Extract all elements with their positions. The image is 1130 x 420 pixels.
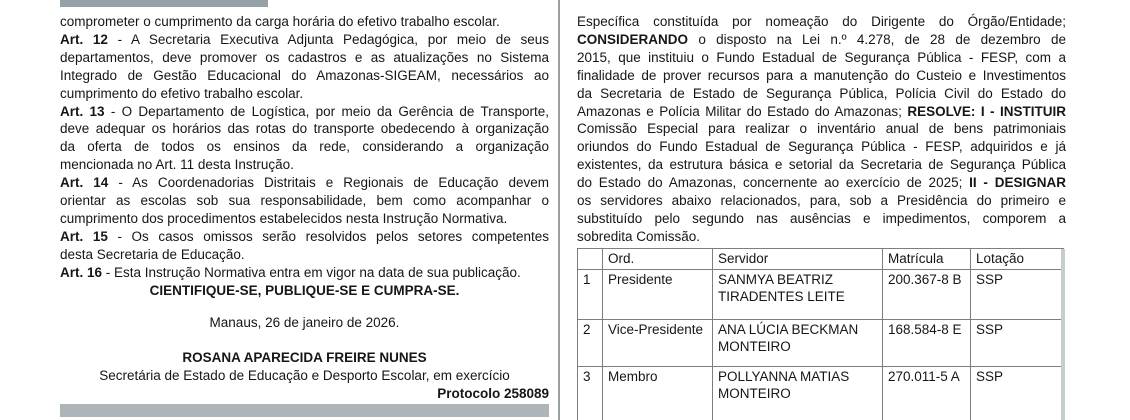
spacer — [60, 300, 549, 314]
table-cell-matricula: 270.011-5 A — [883, 366, 971, 420]
proclamation-line: CIENTIFIQUE-SE, PUBLIQUE-SE E CUMPRA-SE. — [149, 282, 460, 298]
left-body-line: Integrado de Gestão Educacional do Amazonas-SIGEAM, necessários ao — [60, 67, 549, 83]
table-row — [578, 366, 1064, 420]
right-body-line: do Estado do Amazonas, concernente ao exercício de 2025; II - DESIGNAR — [577, 175, 1066, 191]
table-header-row — [578, 248, 1064, 269]
table-cell-lotacao: SSP — [971, 319, 1064, 366]
column-divider — [558, 0, 560, 420]
bottom-redaction-bar — [60, 404, 549, 417]
left-body-line: Art. 14 - As Coordenadorias Distritais e Regionais de Educação devem — [60, 175, 549, 191]
protocol-number: Protocolo 258089 — [437, 386, 549, 402]
table-row — [578, 319, 1064, 366]
right-body-line: sobredita Comissão. — [577, 228, 701, 244]
left-body-line: Art. 16 - Esta Instrução Normativa entra em vigor na data de sua publicação. — [60, 264, 521, 280]
right-body-line: existentes, da estrutura básica e setorial da Secretaria de Segurança Pública — [577, 157, 1066, 173]
spacer — [60, 331, 549, 349]
left-body-line: mencionada no Art. 11 desta Instrução. — [60, 157, 294, 173]
left-body-line: Art. 15 - Os casos omissos serão resolvidos pelos setores competentes — [60, 228, 549, 244]
table-cell-lotacao: SSP — [971, 366, 1064, 420]
left-body-line: Art. 13 - O Departamento de Logística, por meio da Gerência de Transporte, — [60, 103, 549, 119]
commission-table — [577, 248, 1064, 420]
table-cell-matricula: 200.367-8 B — [883, 269, 971, 319]
right-body-line: 2015, que instituiu o Fundo Estadual de Segurança Pública - FESP, com a — [577, 49, 1066, 65]
right-column — [577, 13, 1066, 420]
table-cell-lotacao: SSP — [971, 269, 1064, 319]
table-header-cell: Ord. — [603, 248, 713, 269]
left-body-line: Art. 12 - A Secretaria Executiva Adjunta Pedagógica, por meio de seus — [60, 31, 549, 47]
right-body-line: Específica constituída por nomeação do Dirigente do Órgão/Entidade; — [577, 14, 1066, 29]
signature-name: ROSANA APARECIDA FREIRE NUNES — [182, 350, 427, 366]
left-body-line: desta Secretaria de Educação. — [60, 246, 245, 262]
left-column-body — [60, 13, 549, 282]
table-right-edge-bar — [1061, 249, 1065, 420]
date-line: Manaus, 26 de janeiro de 2026. — [209, 314, 400, 330]
right-body-line: finalidade de prover recursos para a manutenção do Custeio e Investimentos — [577, 67, 1066, 83]
right-body-line: os servidores abaixo relacionados, para, sob a Presidência do primeiro e — [577, 193, 1066, 209]
right-body-line: oriundos do Fundo Estadual de Segurança Pública - FESP, adquiridos e já — [577, 139, 1066, 155]
right-body-line: CONSIDERANDO o disposto na Lei n.º 4.278, de 28 de dezembro de — [577, 31, 1066, 47]
signature-title: Secretária de Estado de Educação e Desporto Escolar, em exercício — [99, 368, 510, 384]
table-cell-ord: Vice-Presidente — [603, 319, 713, 366]
table-header-cell: Matrícula — [883, 248, 971, 269]
table-header-cell: Lotação — [971, 248, 1064, 269]
left-body-line: departamentos, deve promover os cadastros e as atualizações no Sistema — [60, 49, 549, 65]
right-body-line: da Secretaria de Estado de Segurança Pública, Polícia Civil do Estado do — [577, 85, 1066, 101]
left-body-line: cumprimento dos procedimentos estabelecidos nesta Instrução Normativa. — [60, 210, 508, 226]
table-cell-num: 1 — [578, 269, 603, 319]
table-cell-servidor: ANA LÚCIA BECKMAN MONTEIRO — [713, 319, 883, 366]
table-row — [578, 269, 1064, 319]
table-cell-ord: Membro — [603, 366, 713, 420]
left-body-line: cumprimento do efetivo trabalho escolar. — [60, 85, 304, 101]
top-redaction-bar — [60, 0, 268, 7]
right-column-body — [577, 13, 1066, 246]
left-body-line: orientar as escolas sob sua responsabilidade, bem como acompanhar o — [60, 193, 549, 209]
right-body-line: Comissão Especial para realizar o inventário anual de bens patrimoniais — [577, 121, 1066, 137]
left-body-line: deve adequar os horários das rotas do transporte obedecendo à organização — [60, 121, 549, 137]
left-column — [60, 13, 549, 417]
table-cell-servidor: POLLYANNA MATIAS MONTEIRO — [713, 366, 883, 420]
right-body-line: Amazonas e Polícia Militar do Estado do Amazonas; RESOLVE: I - INSTITUIR — [577, 103, 1066, 119]
table-cell-ord: Presidente — [603, 269, 713, 319]
table-header-cell — [578, 248, 603, 269]
table-cell-num: 2 — [578, 319, 603, 366]
left-body-line: comprometer o cumprimento da carga horária do efetivo trabalho escolar. — [60, 14, 500, 29]
table-cell-servidor: SANMYA BEATRIZ TIRADENTES LEITE — [713, 269, 883, 319]
left-body-line: da oferta de todos os ensinos da rede, considerando a organização — [60, 139, 549, 155]
table-cell-num: 3 — [578, 366, 603, 420]
table-header-cell: Servidor — [713, 248, 883, 269]
right-body-line: substituído pelo segundo nas ausências e impedimentos, comporem a — [577, 210, 1066, 226]
table-cell-matricula: 168.584-8 E — [883, 319, 971, 366]
